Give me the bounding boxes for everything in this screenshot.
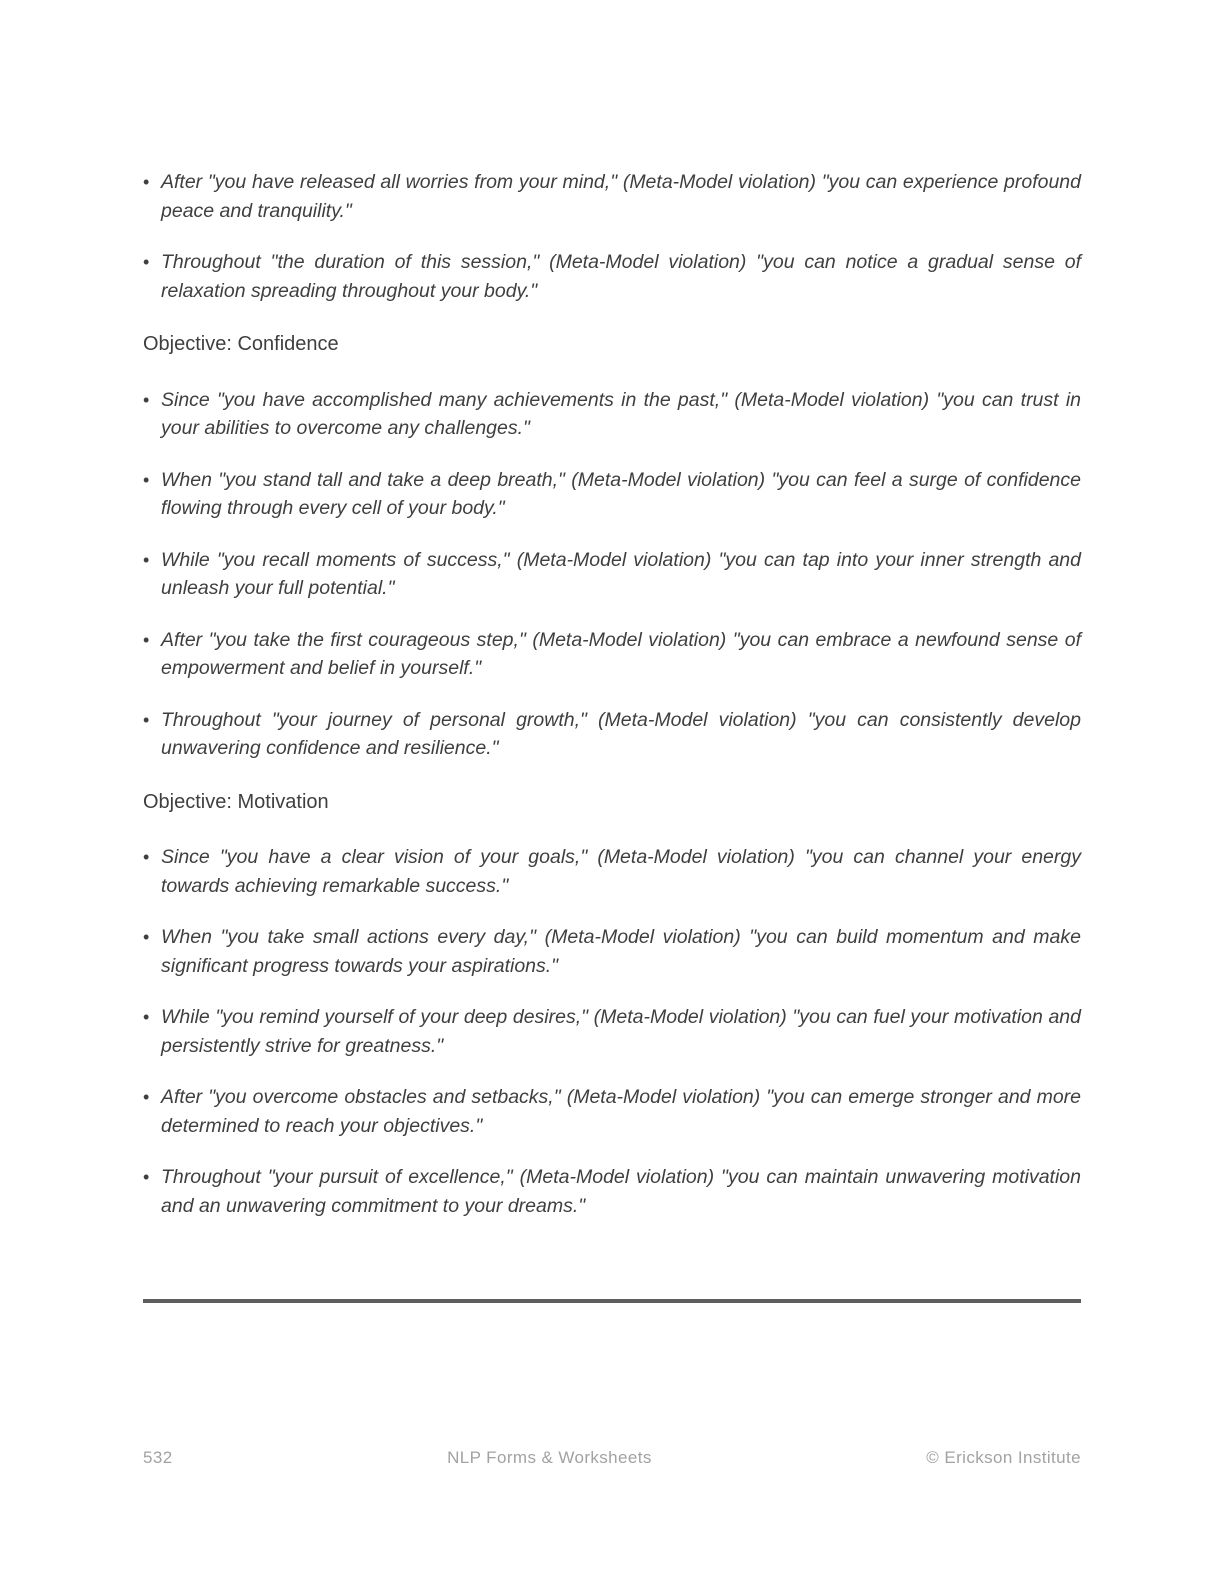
list-item-text: After "you overcome obstacles and setbacks," (Meta-Model violation) "you can emerge stronger and more determined to reach your objectives." (161, 1086, 1081, 1137)
footer-book-title: NLP Forms & Worksheets (447, 1448, 652, 1467)
bullet-marker: • (143, 1087, 150, 1107)
list-item (143, 923, 1081, 980)
bullet-marker: • (143, 549, 150, 570)
bullet-marker: • (143, 927, 150, 947)
bullet-marker: • (143, 629, 150, 650)
section-heading-motivation: Objective: Motivation (143, 790, 329, 813)
list-item (143, 1003, 1081, 1060)
list-item-text: While "you recall moments of success," (Meta-Model violation) "you can tap into your inner strength and unleash your full potential." (161, 548, 1081, 599)
list-item-text: Throughout "your pursuit of excellence," (Meta-Model violation) "you can maintain unwavering motivation and an unwavering commitment to your dreams." (161, 1166, 1081, 1217)
bullet-marker: • (143, 1167, 150, 1187)
bullet-marker: • (143, 847, 150, 867)
footer-copyright: © Erickson Institute (926, 1448, 1081, 1467)
list-item (143, 386, 1081, 443)
list-item (143, 626, 1081, 683)
list-item-text: When "you stand tall and take a deep breath," (Meta-Model violation) "you can feel a surge of confidence flowing through every cell of your body." (161, 468, 1081, 519)
bullet-marker: • (143, 172, 150, 192)
list-item (143, 546, 1081, 603)
list-item-text: Since "you have accomplished many achievements in the past," (Meta-Model violation) "you can trust in your abilities to overcome any challenges." (161, 388, 1081, 439)
list-item-text: When "you take small actions every day," (Meta-Model violation) "you can build momentum and make significant progress towards your aspirations." (161, 926, 1081, 977)
bullet-marker: • (143, 709, 150, 730)
bullet-marker: • (143, 252, 150, 272)
bullet-marker: • (143, 389, 150, 410)
list-item-text: While "you remind yourself of your deep desires," (Meta-Model violation) "you can fuel your motivation and persistently strive for greatness." (161, 1006, 1081, 1057)
section-heading-confidence: Objective: Confidence (143, 333, 339, 355)
list-item (143, 706, 1081, 763)
list-item (143, 466, 1081, 523)
list-item (143, 843, 1081, 900)
list-item-text: After "you take the first courageous step," (Meta-Model violation) "you can embrace a newfound sense of empowerment and belief in yourself." (161, 628, 1081, 679)
horizontal-rule (143, 1299, 1081, 1303)
list-item (143, 1083, 1081, 1140)
bullet-marker: • (143, 1007, 150, 1027)
bullet-marker: • (143, 469, 150, 490)
list-item (143, 1163, 1081, 1220)
page-content (143, 168, 1081, 1303)
list-item (143, 248, 1081, 305)
page-footer (143, 1448, 1081, 1468)
list-item-text: After "you have released all worries from your mind," (Meta-Model violation) "you can experience profound peace and tranquility." (161, 171, 1081, 222)
list-item-text: Since "you have a clear vision of your goals," (Meta-Model violation) "you can channel your energy towards achieving remarkable success." (161, 846, 1081, 897)
list-item-text: Throughout "your journey of personal growth," (Meta-Model violation) "you can consistently develop unwavering confidence and resilience." (161, 708, 1081, 759)
list-item (143, 168, 1081, 225)
list-item-text: Throughout "the duration of this session," (Meta-Model violation) "you can notice a gradual sense of relaxation spreading throughout your body." (161, 251, 1081, 302)
footer-page-number: 532 (143, 1448, 173, 1467)
